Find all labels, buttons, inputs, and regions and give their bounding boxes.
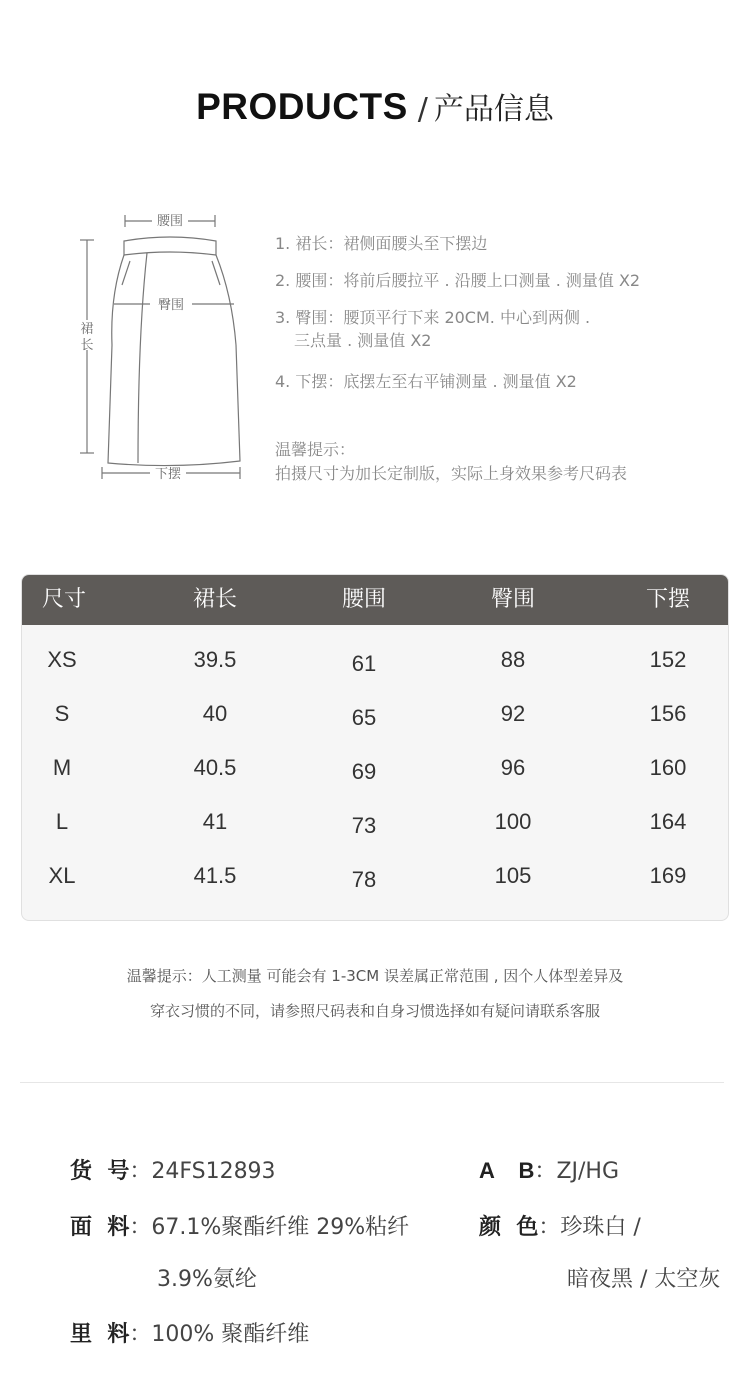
table-cell: 78 bbox=[351, 867, 377, 892]
header-hip: 臀围 bbox=[490, 587, 535, 612]
ab-value: ZJ/HG bbox=[556, 1159, 619, 1184]
lining-value: 100% 聚酯纤维 bbox=[151, 1322, 310, 1347]
table-cell: 152 bbox=[649, 647, 687, 672]
title-chinese: 产品信息 bbox=[433, 92, 554, 127]
table-cell: 40.5 bbox=[193, 755, 237, 780]
spec-lining: 里 料：100% 聚酯纤维 bbox=[70, 1322, 310, 1347]
table-cell: 41.5 bbox=[193, 863, 237, 888]
table-cell: 40 bbox=[202, 701, 228, 726]
spec-fabric-continued bbox=[157, 1262, 257, 1293]
disclaimer-line-1: 温馨提示：人工测量 可能会有 1-3CM 误差属正常范围 , 因个人体型差异及 bbox=[126, 967, 624, 985]
disclaimer-line-2: 穿衣习惯的不同，请参照尺码表和自身习惯选择如有疑问请联系客服 bbox=[149, 1002, 600, 1020]
table-cell: 65 bbox=[351, 705, 377, 730]
note-waist: 2. 腰围：将前后腰拉平 . 沿腰上口测量 . 测量值 X2 bbox=[275, 271, 641, 290]
divider bbox=[20, 1082, 724, 1083]
fabric-value-2: 3.9%氨纶 bbox=[157, 1267, 257, 1292]
table-cell: 73 bbox=[351, 813, 377, 838]
spec-color-continued bbox=[567, 1262, 720, 1293]
color-label: 颜 色 bbox=[479, 1215, 539, 1240]
table-cell: 105 bbox=[494, 863, 532, 888]
table-cell: S bbox=[54, 701, 70, 726]
table-cell: 69 bbox=[351, 759, 377, 784]
fabric-label: 面 料 bbox=[70, 1215, 130, 1240]
color-value-1: 珍珠白 / bbox=[560, 1215, 641, 1240]
length-label-bottom: 长 bbox=[80, 338, 94, 353]
table-cell: 96 bbox=[500, 755, 526, 780]
color-value-2: 暗夜黑 / 太空灰 bbox=[567, 1267, 721, 1292]
table-cell: XS bbox=[47, 647, 77, 672]
ab-label: A B bbox=[479, 1158, 535, 1183]
note-hip: 3. 臀围：腰顶平行下来 20CM. 中心到两侧 . bbox=[275, 308, 591, 327]
header-waist: 腰围 bbox=[341, 587, 386, 612]
length-label-top: 裙 bbox=[80, 322, 94, 337]
table-cell: 156 bbox=[649, 701, 687, 726]
page-title bbox=[0, 84, 750, 128]
table-cell: XL bbox=[48, 863, 76, 888]
item-number-value: 24FS12893 bbox=[151, 1159, 276, 1184]
note-length: 1. 裙长：裙侧面腰头至下摆边 bbox=[275, 234, 488, 253]
table-cell: 164 bbox=[649, 809, 687, 834]
warm-tip-text: 拍摄尺寸为加长定制版，实际上身效果参考尺码表 bbox=[275, 464, 628, 483]
table-cell: 39.5 bbox=[193, 647, 237, 672]
table-cell: L bbox=[55, 809, 69, 834]
table-cell: 88 bbox=[500, 647, 526, 672]
item-number-label: 货 号 bbox=[70, 1159, 130, 1184]
warm-tip bbox=[275, 438, 627, 486]
header-length: 裙长 bbox=[192, 587, 237, 612]
fabric-value-1: 67.1%聚酯纤维 29%粘纤 bbox=[151, 1215, 410, 1240]
title-english: PRODUCTS bbox=[196, 86, 408, 127]
note-hem: 4. 下摆：底摆左至右平铺测量 . 测量值 X2 bbox=[275, 372, 577, 391]
table-cell: 92 bbox=[500, 701, 526, 726]
hem-label: 下摆 bbox=[154, 467, 182, 482]
size-table-header bbox=[22, 575, 728, 625]
skirt-measurement-diagram bbox=[72, 205, 252, 495]
lining-label: 里 料 bbox=[70, 1322, 130, 1347]
header-hem: 下摆 bbox=[645, 587, 690, 612]
spec-item-number: 货 号：24FS12893 bbox=[70, 1159, 276, 1184]
spec-fabric: 面 料：67.1%聚酯纤维 29%粘纤 bbox=[70, 1215, 410, 1240]
size-table bbox=[21, 574, 729, 921]
table-cell: M bbox=[52, 755, 72, 780]
table-cell: 61 bbox=[351, 651, 377, 676]
table-cell: 169 bbox=[649, 863, 687, 888]
spec-ab: A B：ZJ/HG bbox=[479, 1158, 619, 1184]
header-size: 尺寸 bbox=[41, 587, 86, 612]
waist-label: 腰围 bbox=[156, 214, 184, 229]
table-cell: 41 bbox=[202, 809, 228, 834]
title-separator: / bbox=[417, 92, 428, 127]
note-hip-continued: 三点量 . 测量值 X2 bbox=[294, 331, 432, 350]
warm-tip-title: 温馨提示： bbox=[275, 440, 356, 459]
table-cell: 160 bbox=[649, 755, 687, 780]
table-cell: 100 bbox=[494, 809, 532, 834]
spec-color: 颜 色：珍珠白 / bbox=[479, 1215, 641, 1240]
hip-label: 臀围 bbox=[157, 298, 185, 313]
